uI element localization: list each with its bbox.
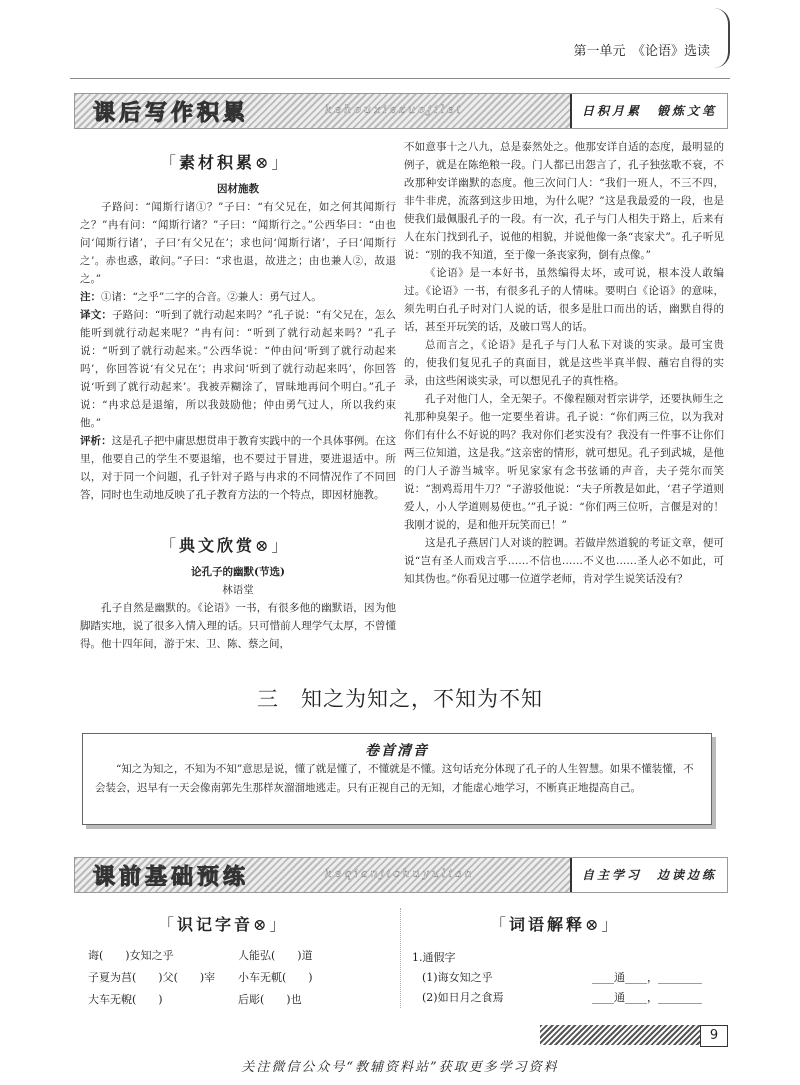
material-note: 注：①诸：“之乎”二字的合音。②兼人：勇气过人。	[80, 291, 322, 303]
pronunciation-heading: 「识记字音⊗」	[158, 915, 289, 934]
list-item: (2)如日月之食焉 ____通____，________	[422, 991, 702, 1004]
list-item: 诲( )女知之乎 人能弘( )道	[88, 949, 313, 962]
classic-author: 林语堂	[222, 584, 254, 596]
list-item: (1)诲女知之乎 ____通____，________	[422, 971, 702, 984]
footer-note: 关注微信公众号“教辅资料站”获取更多学习资料	[241, 1060, 559, 1075]
banner-writing	[74, 93, 728, 129]
vocabulary-heading-text: 词语解释	[509, 915, 586, 934]
material-text: 子路问：“闻斯行诸①？”子曰：“有父兄在，如之何其闻斯行之？”冉有问：“闻斯行诸？”子曰：“闻斯行之。”公西华曰：“由也问‘闻斯行诸’，子曰‘有父兄在’；求也问‘闻斯行诸’，子曰‘闻斯行之’。赤也惑，敢问。”子曰：“求也退，故进之；由也兼人②，故退之。”	[80, 201, 396, 285]
material-comment: 评析：这是孔子把中庸思想贯串于教育实践中的一个具体事例。在这里，他要自己的学生不要退缩，也不要过于冒进，要进退适中。所以，对于同一个问题，孔子针对子路与冉求的不同情况作了不同回答，同时也生动地反映了孔子教育方法的一个特点，即因材施教。	[80, 435, 397, 501]
page-bar	[540, 1025, 726, 1045]
material-heading: 「素材积累⊗」	[160, 153, 291, 172]
column-divider	[400, 908, 401, 1008]
header-bracket	[714, 8, 730, 68]
pronunciation-list	[88, 945, 388, 1011]
classic-heading: 「典文欣赏⊗」	[160, 536, 291, 555]
right-paragraph-4: 孔子对他门人，全无架子。不像程颐对哲宗讲学，还要执师生之礼那种臭架子。他一定要坐着讲。孔子说：“你们两三位，以为我对你们有什么不好说的吗？我对你们老实没有？我没有一件事不让你们两三位知道，这是我。”这亲密的情形，就可想见。孔子到武城，是他的门人子游当城宰。听见家家有念书弦诵的声音，夫子莞尔而笑说：“割鸡焉用牛刀？”子游驳他说：“夫子所教是如此，‘君子学道则爱人，小人学道则易使也。’”孔子说：“你们两三位听，言偃是对的！我刚才说的，是和他开玩笑而已！”	[404, 393, 724, 531]
right-paragraph-1: 不如意事十之八九，总是泰然处之。他那安详自适的态度，最明显的例子，就是在陈绝粮一段。门人都已出怨言了，孔子独弦歌不衰，不改那种安详幽默的态度。他三次问门人：“我们一班人，不三不四，非牛非虎，流落到这步田地，为什么呢？”这是我最爱的一段，也是使我们最佩服孔子的一段。有一次，孔子与门人相失于路上，后来有人在东门找到孔子，说他的相貌，并说他像一条“丧家犬”。孔子听见说：“别的我不知道，至于像一条丧家狗，倒有点像。”	[404, 141, 724, 261]
prelude-box	[82, 733, 712, 825]
lesson-title: 三 知之为知之，不知为不知	[257, 687, 543, 711]
header-rule	[70, 78, 730, 79]
pronunciation-heading-text: 识记字音	[177, 915, 254, 934]
header-unit: 第一单元 《论语》选读	[573, 44, 710, 59]
banner-title: 课前基础预练	[93, 865, 250, 890]
classic-block	[80, 563, 396, 653]
material-heading-text: 素材积累	[179, 153, 256, 172]
banner-slogan: 日积月累 锻炼文笔	[570, 94, 727, 128]
right-column	[404, 138, 724, 588]
classic-paragraph: 孔子自然是幽默的。《论语》一书，有很多他的幽默语，因为他脚踏实地，说了很多入情入理的话。只可惜前人理学气太厚，不曾懂得。他十四年间，游于宋、卫、陈、蔡之间，	[80, 602, 396, 650]
material-translation: 译文：子路问：“听到了就行动起来吗？”孔子说：“有父兄在，怎么能听到就行动起来呢？”冉有问：“听到了就行动起来吗？”孔子说：“听到了就行动起来。”公西华说：“仲由问‘听到了就行动起来吗’，你回答说‘有父兄在’；冉求问‘听到了就行动起来吗’，你回答说‘听到了就行动起来’。我被弄糊涂了，冒昧地再问个明白。”孔子说：“冉求总是退缩，所以我鼓励他；仲由勇气过人，所以我约束他。”	[80, 309, 396, 429]
banner-pinyin: kehouxiezuojilei	[325, 103, 464, 116]
list-item: 大车无輗( ) 后彫( )也	[88, 993, 302, 1006]
vocabulary-list	[412, 948, 732, 1008]
prelude-title: 卷首清音	[365, 743, 429, 759]
classic-heading-text: 典文欣赏	[179, 536, 256, 555]
page-number: 9	[700, 1025, 728, 1047]
vocabulary-heading: 「词语解释⊗」	[490, 915, 621, 934]
banner-slogan: 自主学习 边读边练	[570, 858, 727, 892]
vocabulary-item: 1.通假字	[412, 951, 456, 964]
list-item: 子夏为莒( )父( )宰 小车无軏( )	[88, 971, 313, 984]
banner-preview	[74, 857, 728, 893]
right-paragraph-2: 《论语》是一本好书，虽然编得太坏，或可说，根本没人敢编过。《论语》一书，有很多孔子的人情味。要明白《论语》的意味，须先明白孔子时对门人说的话，很多是肚口而出的话，幽默自得的话，甚至开玩笑的话，及破口骂人的话。	[404, 267, 724, 333]
material-subtitle: 因材施教	[217, 183, 259, 195]
prelude-text: “知之为知之，不知为不知”意思是说，懂了就是懂了，不懂就是不懂。这句话充分体现了孔子的人生智慧。如果不懂装懂，不会装会，迟早有一天会像南郭先生那样灰溜溜地逃走。只有正视自己的无知，才能虚心地学习，不断真正地提高自己。	[95, 763, 694, 794]
banner-title: 课后写作积累	[93, 101, 250, 126]
right-paragraph-5: 这是孔子燕居门人对谈的腔调。若做岸然道貌的考证文章，便可说“岂有圣人而戏言乎……不信也……不义也……圣人必不如此，可知其伪也。”你看见过哪一位道学老师，肯对学生说笑话没有？	[404, 537, 724, 585]
left-column	[80, 180, 396, 504]
classic-title: 论孔子的幽默(节选)	[191, 566, 285, 578]
banner-pinyin: keqianjichuyulian	[325, 867, 475, 880]
right-paragraph-3: 总而言之，《论语》是孔子与门人私下对谈的实录。最可宝贵的，使我们复见孔子的真面目，就是这些半真半假、蘸宕自得的实录，由这些闲谈实录，可以想见孔子的真性格。	[404, 339, 724, 387]
